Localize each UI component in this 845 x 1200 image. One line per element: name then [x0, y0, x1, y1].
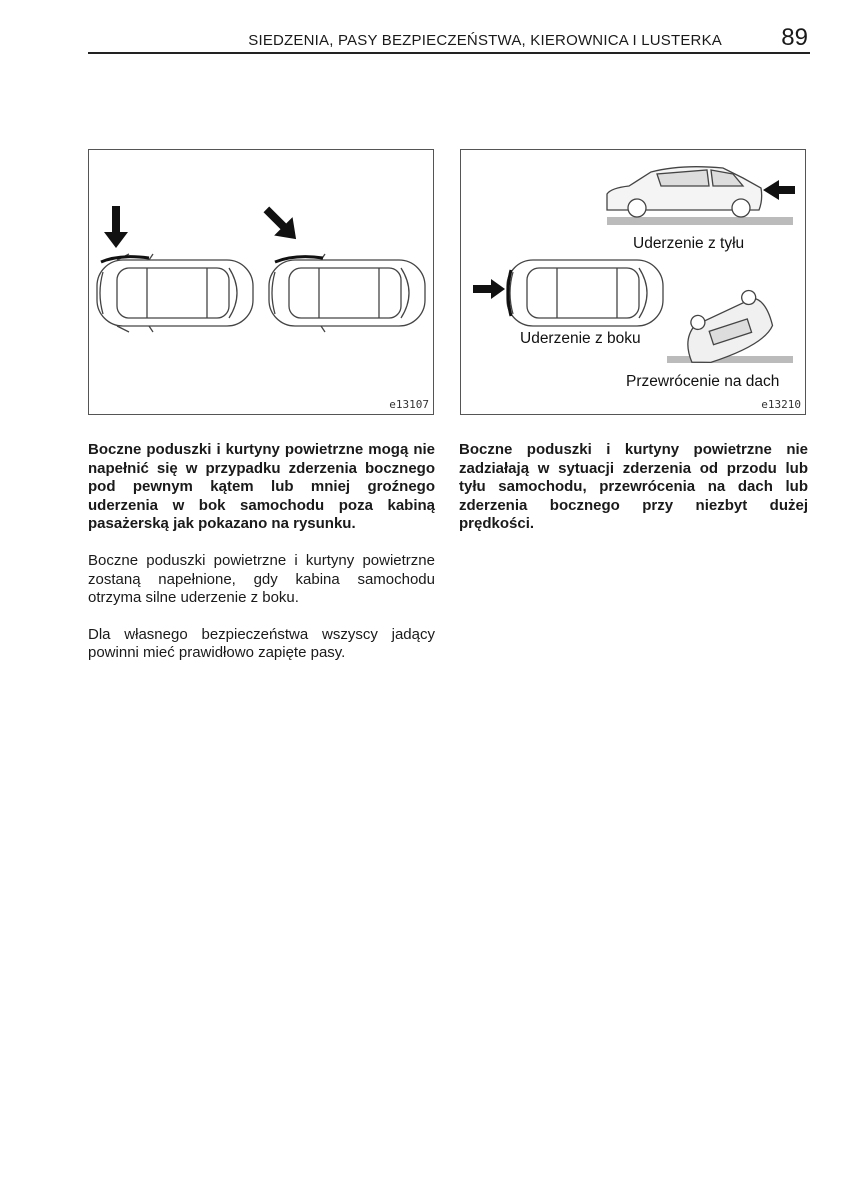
figure-code: e13107 — [389, 398, 429, 411]
left-arrow-icon — [763, 180, 795, 200]
ground-shading — [667, 356, 793, 363]
right-arrow-icon — [473, 279, 505, 299]
figure-code: e13210 — [761, 398, 801, 411]
figure-left-illustration — [89, 150, 433, 414]
ground-shading — [607, 217, 793, 225]
warning-paragraph: Boczne poduszki i kurtyny powietrzne mogą nie napełnić się w przypadku zderzenia bocznego pod pewnym kątem lub mniej groźnego uderzenia w bok samochodu poza kabiną pasażerską jak pokazano na rysunku. — [88, 441, 435, 533]
car-side-view-icon — [607, 167, 762, 217]
label-rollover: Przewrócenie na dach — [626, 373, 780, 390]
header-title: SIEDZENIA, PASY BEZPIECZEŃSTWA, KIEROWNICA I LUSTERKA — [248, 32, 722, 49]
car-top-view-icon — [97, 254, 253, 332]
body-paragraph: Boczne poduszki powietrzne i kurtyny powietrzne zostaną napełnione, gdy kabina samochodu otrzyma silne uderzenie z boku. — [88, 551, 435, 607]
down-arrow-icon — [104, 206, 128, 248]
body-paragraph: Dla własnego bezpieczeństwa wszyscy jadący powinni mieć prawidłowo zapięte pasy. — [88, 625, 435, 662]
right-text-column — [459, 441, 808, 552]
car-top-view-icon — [269, 254, 425, 332]
figure-side-impact-angles — [88, 149, 434, 415]
left-text-column — [88, 441, 435, 681]
diagonal-arrow-icon — [257, 200, 305, 248]
car-top-view-icon — [507, 260, 663, 326]
page-number: 89 — [781, 24, 808, 51]
page-header — [88, 22, 810, 54]
warning-paragraph: Boczne poduszki i kurtyny powietrzne nie zadziałają w sytuacji zderzenia od przodu lub tyłu samochodu, przewrócenia na dach lub zderzenia bocznego przy niezbyt dużej prędkości. — [459, 441, 808, 533]
label-side-impact: Uderzenie z boku — [520, 330, 641, 347]
car-rollover-icon — [676, 286, 778, 368]
label-rear-impact: Uderzenie z tyłu — [633, 235, 745, 252]
figure-non-deploy-cases — [460, 149, 806, 415]
